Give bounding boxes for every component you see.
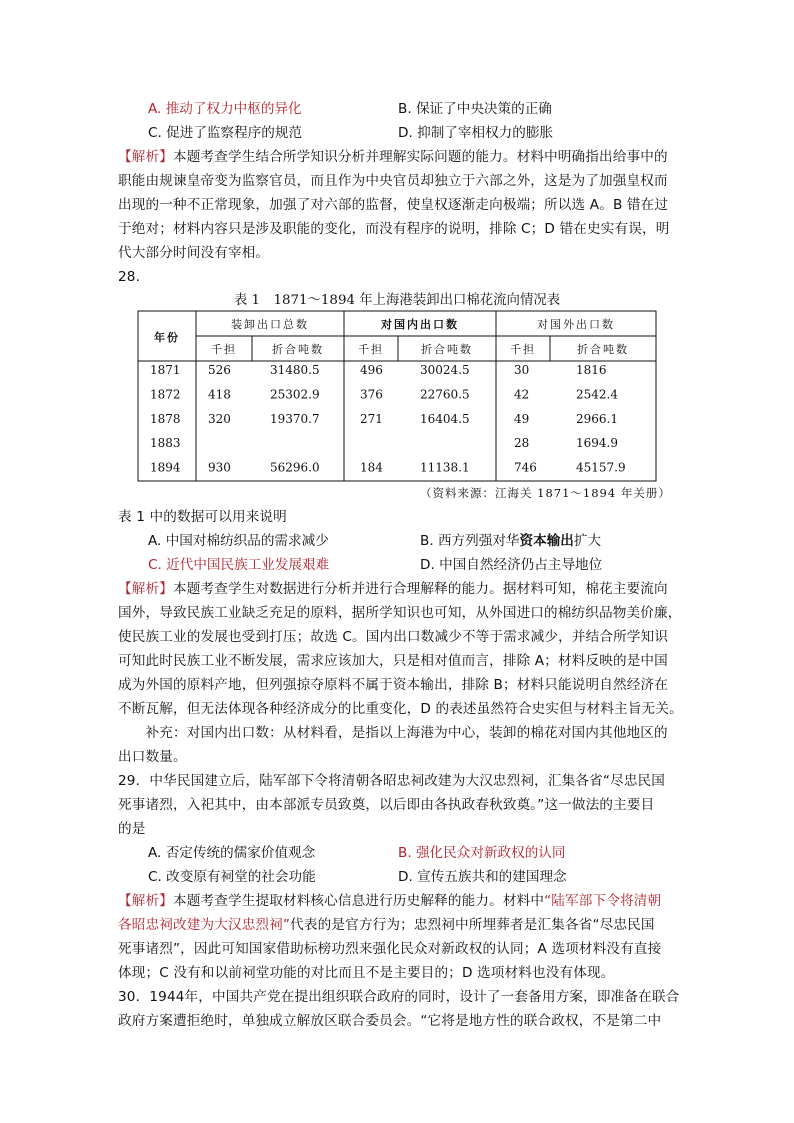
table-cell: 376 xyxy=(360,387,383,402)
table-cell: 2542.4 xyxy=(576,387,618,402)
q28-analysis-line: 国外，导致民族工业缺乏充足的原料，据所学知识也可知，从外国进口的棉纺织品物美价廉， xyxy=(118,605,682,621)
table-cell-year: 1872 xyxy=(150,387,181,402)
table-cell: 25302.9 xyxy=(270,387,320,402)
table-caption: 表 1 1871～1894 年上海港装卸出口棉花流向情况表 xyxy=(233,293,561,308)
q29-analysis-line: 各昭忠祠改建为大汉忠烈祠”代表的是官方行为；忠烈祠中所埋葬者是汇集各省“尽忠民国 xyxy=(118,917,655,933)
q29-analysis-line: 体现；C 没有和以前祠堂功能的对比而且不是主要目的；D 选项材料也没有体现。 xyxy=(118,965,615,981)
table-cell: 184 xyxy=(360,460,383,475)
q30-stem-line: 政府方案遭拒绝时，单独成立解放区联合委员会。“它将是地方性的联合政权，不是第二中 xyxy=(118,1013,662,1029)
analysis-tag: 【解析】 xyxy=(118,581,173,597)
q27-analysis-line: 于绝对；材料内容只是涉及职能的变化，而没有程序的说明，排除 C；D 错在史实有误，明 xyxy=(118,221,670,237)
subheader: 千担 xyxy=(358,343,384,356)
table-cell-year: 1871 xyxy=(150,363,181,377)
q27-option-a: A. 推动了权力中枢的异化 xyxy=(148,101,302,117)
q27-analysis-line: 【解析】本题考查学生结合所学知识分析并理解实际问题的能力。材料中明确指出给事中的 xyxy=(118,149,668,165)
q28-analysis-line: 不断瓦解，但无法体现各种经济成分的比重变化，D 的表述虽然符合史实但与材料主旨无关。 xyxy=(118,701,683,717)
q27-option-c: C. 促进了监察程序的规范 xyxy=(148,125,303,141)
table-cell: 11138.1 xyxy=(420,460,470,475)
subheader: 千担 xyxy=(211,343,237,356)
header-group-domestic: 对国内出口数 xyxy=(381,318,459,331)
table-source: （资料来源：江海关 1871～1894 年关册） xyxy=(420,486,671,500)
q28-option-a: A. 中国对棉纺织品的需求减少 xyxy=(148,533,329,549)
table-cell: 746 xyxy=(514,460,537,475)
q28-analysis-line: 成为外国的原料产地，但列强掠夺原料不属于资本输出，排除 B；材料只能说明自然经济在 xyxy=(118,677,668,693)
table-cell: 49 xyxy=(514,411,530,426)
header-year: 年份 xyxy=(154,331,180,344)
table-cell: 418 xyxy=(208,387,231,402)
q28-analysis-line: 使民族工业的发展也受到打压；故选 C。国内出口数减少不等于需求减少，并结合所学知识 xyxy=(118,629,669,645)
q28-analysis-line: 补充：对国内出口数：从材料看，是指以上海港为中心，装卸的棉花对国内其他地区的 xyxy=(118,725,668,741)
q29-option-c: C. 改变原有祠堂的社会功能 xyxy=(148,869,316,885)
table-cell-year: 1878 xyxy=(150,411,181,426)
q28-option-b: B. 西方列强对华资本输出扩大 xyxy=(420,533,602,549)
q29-option-d: D. 宣传五族共和的建国理念 xyxy=(398,869,567,885)
table-cell: 31480.5 xyxy=(270,363,320,377)
table-cell: 45157.9 xyxy=(576,460,626,475)
table-body xyxy=(150,363,626,475)
header-group-foreign: 对国外出口数 xyxy=(537,318,615,331)
subheader: 千担 xyxy=(510,343,536,356)
q28-analysis-line: 【解析】本题考查学生对数据进行分析并进行合理解释的能力。据材料可知，棉花主要流向 xyxy=(118,581,668,597)
table-cell: 1694.9 xyxy=(576,436,618,451)
analysis-tag: 【解析】 xyxy=(118,893,173,909)
table-cell: 22760.5 xyxy=(420,387,470,402)
q28-option-d: D. 中国自然经济仍占主导地位 xyxy=(420,557,603,573)
header-group-total: 装卸出口总数 xyxy=(231,318,309,331)
table-cell: 56296.0 xyxy=(270,460,320,475)
subheader: 折合吨数 xyxy=(272,343,324,356)
table-cell: 19370.7 xyxy=(270,411,320,426)
table-cell: 30 xyxy=(514,363,530,377)
q29-stem-line: 的是 xyxy=(118,821,146,837)
table-cell-year: 1883 xyxy=(150,436,181,451)
table-cell: 2966.1 xyxy=(576,411,618,426)
q29-option-b: B. 强化民众对新政权的认同 xyxy=(398,845,566,861)
q29-analysis-line: 【解析】本题考查学生提取材料核心信息进行历史解释的能力。材料中“陆军部下令将清朝 xyxy=(118,893,662,909)
table-cell: 930 xyxy=(208,460,231,475)
q29-stem-line: 29．中华民国建立后，陆军部下令将清朝各昭忠祠改建为大汉忠烈祠，汇集各省“尽忠民国 xyxy=(118,773,666,789)
table-cell: 30024.5 xyxy=(420,363,470,377)
table-cell: 526 xyxy=(208,363,231,377)
q28-stem: 表 1 中的数据可以用来说明 xyxy=(118,509,287,525)
table-cell: 1816 xyxy=(576,363,607,377)
q27-option-b: B. 保证了中央决策的正确 xyxy=(398,101,552,117)
q28-number: 28. xyxy=(118,269,141,285)
q28-analysis-line: 可知此时民族工业不断发展，需求应该加大，只是相对值而言，排除 A；材料反映的是中国 xyxy=(118,653,668,669)
analysis-tag: 【解析】 xyxy=(118,149,173,165)
q27-option-d: D. 抑制了宰相权力的膨胀 xyxy=(398,125,554,141)
q29-stem-line: 死事诸烈，入祀其中，由本部派专员致奠，以后即由各执政春秋致奠。”这一做法的主要目 xyxy=(118,797,655,813)
table-cell: 42 xyxy=(514,387,530,402)
table-cell: 320 xyxy=(208,411,231,426)
q28-analysis-line: 出口数量。 xyxy=(118,749,187,765)
q27-analysis-line: 职能由规谏皇帝变为监察官员，而且作为中央官员却独立于六部之外，这是为了加强皇权而 xyxy=(118,173,668,189)
q28-option-c: C. 近代中国民族工业发展艰难 xyxy=(148,557,330,573)
q27-analysis-line: 代大部分时间没有宰相。 xyxy=(118,245,270,261)
subheader: 折合吨数 xyxy=(577,343,629,356)
q29-option-a: A. 否定传统的儒家价值观念 xyxy=(148,845,316,861)
table-cell: 16404.5 xyxy=(420,411,470,426)
q30-stem-line: 30．1944年，中国共产党在提出组织联合政府的同时，设计了一套备用方案，即准备在联合 xyxy=(118,989,680,1005)
table-cell: 496 xyxy=(360,363,383,377)
subheader: 折合吨数 xyxy=(421,343,473,356)
table-cell: 271 xyxy=(360,411,383,426)
table-cell: 28 xyxy=(514,436,530,451)
table-cell-year: 1894 xyxy=(150,460,181,475)
q27-analysis-line: 出现的一种不正常现象，加强了对六部的监督，使皇权逐渐走向极端；所以选 A。B 错在过 xyxy=(118,197,669,213)
q29-analysis-line: 死事诸烈”，因此可知国家借助标榜功烈来强化民众对新政权的认同；A 选项材料没有直接 xyxy=(118,941,662,957)
